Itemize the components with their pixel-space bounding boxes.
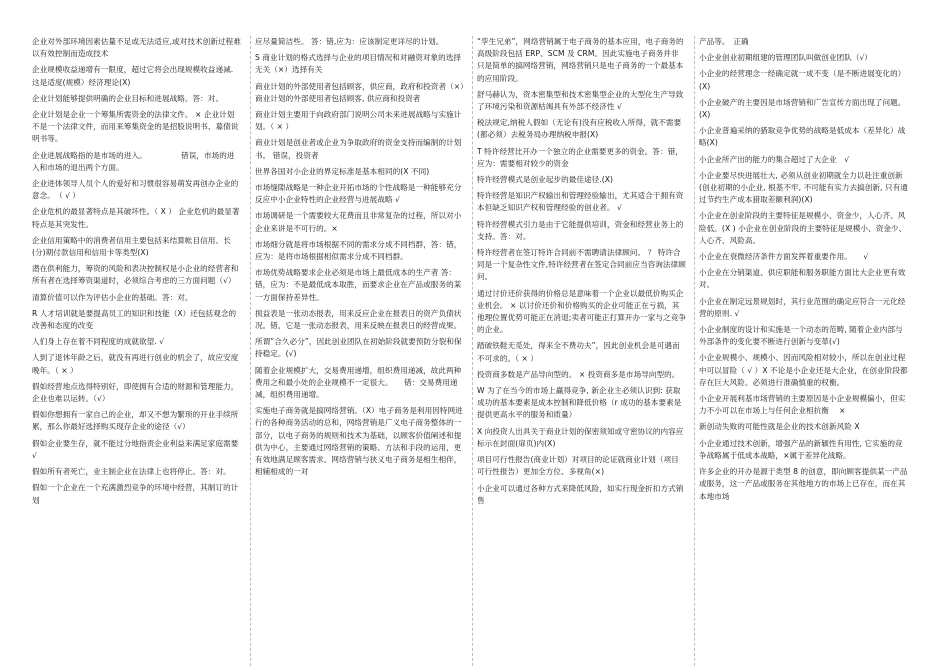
paragraph: 企业危机的最显著特点是其破坏性。（ X ） 企业危机的最显著特点是其突发性。 <box>32 207 240 229</box>
paragraph: 特许经营模式是创业起步的最佳途径.(X) <box>477 175 614 185</box>
paragraph: 特许经营模式引力是由于它能提供培训，资金和经营业务上的支持。答：对。 <box>477 219 684 241</box>
paragraph: 假如一个企业在一个充满激烈竞争的环境中经营，其制订的计划 <box>32 483 239 505</box>
paragraph: 损益表是一张动态报表，用来反应企业在报表日的资产负债状况。错，它是一张动态报表，用来反映在报表日的经营成果。 <box>255 308 462 331</box>
paragraph: 小企业要尽快进展壮大, 必须从创业初期就全力以赴注重创新(创业初期的小企业, 根基不牢, 不可能有实力去搞创新, 只有通过节约生产成本猎取差额利润)(X) <box>699 170 908 205</box>
paragraph: 随着企业规模扩大，交易费用递增，组织费用递减，故此两种费用之和最小处的企业规模不一定很大。 错：交易费用递减，组织费用递增。 <box>255 365 462 400</box>
paragraph: 实施电子商务就是搞网络营销。（X）电子商务是利用因特网进行的各种商务活动的总和，网络营销是广义电子商务整体的一部分，以电子商务的规则和技术为基础，以顾客价值阐述和提供为中心，主要通过网络营销的策略、方法和手段的运用，更有效地满足顾客需求。网络营销与狭义电子商务是相生相伴，相辅相成的一对 <box>255 406 463 477</box>
paragraph: 税法规定,纳税人假如（无论有)没有应税收入所得，就不需要(都必须）去税务局办理纳税申报(X) <box>477 118 682 140</box>
paragraph: 许多企业的开办是源于类型 8 的创意，即向顾客提供某一产品或服务，这一产品或服务在其他地方的市场上已存在，而在其本地市场 <box>699 467 908 501</box>
paragraph: 市场优势战略要求企业必须是市场上最低成本的生产者 答：错，应为：不是最低成本取胜，而要求企业在产品或服务的某一方面保持差异性。 <box>255 268 462 302</box>
paragraph: 假如你想拥有一家自己的企业，却又不想为繁琐的开业手续所累，那么你最好选择购买现存企业的途径（√） <box>32 410 239 432</box>
paragraph: 踏破铁鞋无觅处，得来全不费功夫”，因此创业机会是可遇而不可求的。（ × ） <box>477 341 680 363</box>
paragraph: X 向投资人出具关于商业计划的保密须知或守密协议的内容应标示在封面(扉页)内(X) <box>477 426 684 448</box>
paragraph: 潜在供利能力，筹资的风险和表决控制权是小企业的经营者和所有者在选择筹资渠道时，必须综合考虑的三方面问题（√） <box>32 264 239 286</box>
paragraph: 小企业在制定远景规划时，其行业范围的确定应符合一元化经营的原则. √ <box>699 296 906 318</box>
paragraph: 假如企业要生存，就不能过分地指责企业利益来满足家庭需要 √ <box>32 438 239 460</box>
paragraph: 特许经营者在签订特许合同前不需聘请法律顾问。 ？ 特许合同是一个复杂性文件,特许经营者在签定合同前应当咨询法律顾问。 <box>477 248 686 282</box>
paragraph: 项目可行性报告(商业计划）对项目的论证就商业计划（项目可行性报告）更加全方位、多视角(×) <box>477 455 679 477</box>
paragraph: 小企业所产出的能力的集合超过了大企业 √ <box>699 154 850 164</box>
paragraph: 企业计划是企业一个筹集所需资金的法律文件。 × 企业计划不是一个法律文件，而用来筹集资金的是招股说明书、募债说明书等。 <box>32 110 239 144</box>
paragraph: 企业对外部环境因素估量不足或无法适应,或对技术创新过程难以有效控制而造成技术 <box>32 37 241 59</box>
paragraph: 企业规模收益递增有一限度，超过它将会出现规模收益递减. 这是适度(规模）经济理论(X) <box>32 65 234 87</box>
paragraph: 小企业在分销渠道、供应职能和服务职能方面比大企业更有效对。 <box>699 268 906 290</box>
paragraph: 小企业制度的设计和实施是一个动态的范畴, 随着企业内部与外部条件的变化要不断进行创新与变革(√) <box>699 325 903 347</box>
text-column <box>694 36 916 666</box>
paragraph: R 人才培训就是要提高员工的知识和技能（X）还包括观念的改善和态度的改变 <box>32 308 237 331</box>
paragraph: 清算价值可以作为评估小企业的基础。答：对。 <box>32 292 193 302</box>
paragraph: 企业进展战略指的是市场的进入。 错误，市场的进入和市场的退出两个方面。 <box>32 150 235 172</box>
paragraph: 小企业可以通过各种方式来降低风险，如实行现金折扣方式销售 <box>477 483 684 505</box>
paragraph: 人到了退休年龄之后，就没有再进行创业的机会了，故应安度晚年。（ × ） <box>32 353 239 375</box>
paragraph: 舒马赫认为，资本密集型和技术密集型企业的大型化生产导致了环境污染和资源枯竭具有外部不经济性 √ <box>477 89 684 112</box>
paragraph: 假如经营地点选得特别好，即使拥有合适的财源和管理能力，企业也难以运转。（√） <box>32 381 239 404</box>
paragraph: 小企业在衰微经济条件方面发挥着重要作用。 √ <box>699 252 869 262</box>
paragraph: 商业计划的外部使用者包括顾客，供应商，政府和投资者（×）商业计划的外部使用者包括顾客, 供应商和投资者 <box>255 81 464 103</box>
paragraph: “孪生兄弟”，网络营销属于电子商务的基本应用，电子商务的高级阶段包括 ERP、SCM 及 CRM。因此实施电子商务并非只是简单的搞网络营销，网络营销只是电子商务的一个最基本的应用阶段。 <box>477 37 684 83</box>
text-column <box>250 36 472 666</box>
paragraph: 市场缝隙战略是一种企业开拓市场的个性战略是一种能够充分反应中小企业特性的企业经营与进展战略 √ <box>255 183 462 205</box>
paragraph: 小企业规模小、规模小、因而风险相对较小，所以在创业过程中可以冒险（ √ ）X 不论是小企业还是大企业，在创业阶段都存在巨大风险。必须进行准确慎重的权衡。 <box>699 353 908 387</box>
paragraph: 新创动失败的可能性就是企业的技术创新风险 X <box>699 422 860 432</box>
paragraph: S 商业计划的格式选择与企业的项目情况和对融资对象的选择无关（×）选择有关 <box>255 53 462 75</box>
paragraph: 人们身上存在着不同程度的成就欲望. √ <box>32 337 165 347</box>
paragraph: 小企业破产的主要因是市场营销和广告宣传方面出现了问题。(X) <box>699 97 906 120</box>
paragraph: 市场调研是一个需要较大花费而且非常复杂的过程，所以对小企业来讲是不可行的。× <box>255 211 462 233</box>
paragraph: 假如所有者死亡，业主制企业在法律上也将停止。答：对。 <box>32 467 231 477</box>
text-column <box>472 36 694 666</box>
paragraph: 投资商多数是产品导向型的。 × 投资商多是市场导向型的。 <box>477 369 680 379</box>
paragraph: 通过讨价还价获得的价格总是意味着一个企业以最低价购买企业机会。 × 以讨价还价和价格购买的企业可能正在亏损，其他理位置优势可能正在消退;卖者可能正打算开办一家与之竞争的企业。 <box>477 288 686 335</box>
paragraph: 小企业创业初期组建的管理团队叫做创业团队（√） <box>699 53 873 63</box>
paragraph: 应尽量简洁些。 答：错,应为：应该制定更详尽的计划。 <box>255 37 444 46</box>
paragraph: T 特许经营比开办一个独立的企业需要更多的资金。答：错，应为：需要相对较少的资金 <box>477 146 683 168</box>
paragraph: 企业计划能够提供明确的企业目标和进展战略。答：对。 <box>32 93 224 103</box>
paragraph: 市场细分就是将市场根据不同的需求分成不同档群，答：错，应为：是将市场根据相似需求分成不同档群。 <box>255 239 462 262</box>
paragraph: 企业信用策略中的消费者信用主要包括来结算帐目信用、长(分)期付款信用和信用卡等类型(X) <box>32 235 231 258</box>
paragraph: 产品等。 正确 <box>699 37 749 46</box>
text-column <box>28 36 250 666</box>
paragraph: 小企业的经营理念一经确定就一成不变（是不断进展变化的）(X) <box>699 69 906 91</box>
paragraph: 小企业开展利基市场营销的主要原因是小企业规模偏小，但实力不小可以在市场上与任何企业相抗衡 × <box>699 394 906 416</box>
paragraph: 所谓”合久必分”，因此创业团队在初始阶段就要预防分裂和保持稳定。(√) <box>255 337 462 359</box>
paragraph: 小企业通过技术创新，增强产品的新颖性有用性, 它实施的竞争战略属于低成本战略，×属于差异化战略。 <box>699 438 903 460</box>
paragraph: 企业进体领导人员个人的爱好和习惯很容易萌发再创办企业的意念。 （ √ ） <box>32 179 239 201</box>
paragraph: 小企业普遍采纳的猎取竞争优势的战略是低成本（差异化）战略(X) <box>699 126 906 148</box>
paragraph: W 为了在当今的市场上赢得竞争, 新企业主必须认识到: 获取成功的基本要素是成本控制和降低价格（r 成功的基本要素是提供更高水平的服务和质量） <box>477 386 682 420</box>
paragraph: 特许经营是知识产权输出和管理经验输出，尤其适合于拥有资本但缺乏知识产权和管理经验的创业者。 √ <box>477 191 684 213</box>
paragraph: 世界各国对小企业的界定标准是基本相同的(X 不同) <box>255 166 430 176</box>
paragraph: 商业计划是创业者或企业为争取政府的资金支持而编制的计划书。 错误，投资者 <box>255 138 462 160</box>
paragraph: 小企业在创业阶段的主要特征是规模小、资金少，人心齐、风险低。(X ) 小企业在创业阶段的主要特征是规模小、资金少、人心齐、风险高。 <box>699 211 907 245</box>
paragraph: 商业计划主要用于向政府部门说明公司未来进展战略与实施计划。（ × ） <box>255 110 462 132</box>
